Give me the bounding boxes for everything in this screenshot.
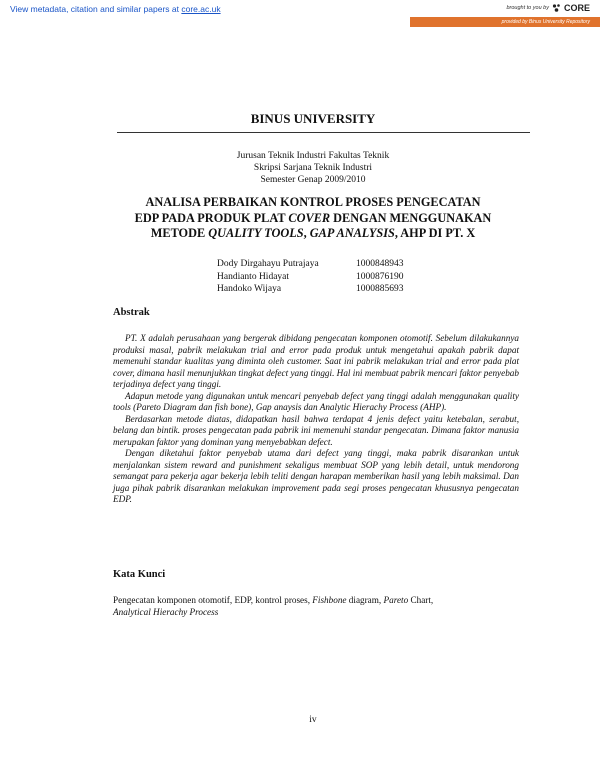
title-line-3: METODE QUALITY TOOLS, GAP ANALYSIS, AHP DI PT. X	[150, 226, 476, 240]
department-block	[0, 150, 600, 186]
core-name: CORE	[563, 3, 590, 13]
title-line-2: EDP PADA PRODUK PLAT COVER DENGAN MENGGUNAKAN	[134, 210, 492, 225]
author-name: Handianto Hidayat	[217, 271, 290, 282]
core-link[interactable]: core.ac.uk	[181, 4, 221, 14]
abstract-heading: Abstrak	[113, 307, 150, 318]
abstract-paragraph: Adapun metode yang digunakan untuk mencari penyebab defect yang tinggi adalah menggunakan quality tools (Pareto Diagram dan fish bone), Gap anaysis dan Analytic Hierachy Process (AHP).	[113, 390, 519, 412]
paper-title	[0, 195, 600, 242]
provided-by-bar	[410, 17, 600, 27]
abstract-paragraph: Berdasarkan metode diatas, didapatkan hasil bahwa terdapat 4 jenis defect yaitu ketebalan, serabut, belang dan bintik. proses pengecatan pada pabrik ini memenuhi standar pengecatan. Dimana faktor manusia merupakan faktor yang dominan yang menyebabkan defect.	[113, 413, 519, 447]
core-logo-icon	[552, 3, 562, 13]
author-nim: 1000885693	[356, 284, 404, 294]
keywords-body: Pengecatan komponen otomotif, EDP, kontrol proses, Fishbone diagram, Pareto Chart, Analytical Hierachy Process	[113, 595, 434, 617]
author-row	[217, 283, 404, 296]
university-heading: BINUS UNIVERSITY	[250, 111, 376, 126]
author-name: Dody Dirgahayu Putrajaya	[217, 259, 319, 269]
keywords-heading: Kata Kunci	[113, 569, 166, 580]
provided-by-text: provided by Binus University Repository	[501, 19, 590, 25]
abstract-paragraph: Dengan diketahui faktor penyebab utama dari defect yang tinggi, maka pabrik disarankan untuk menjalankan sistem reward and punishment sekaligus membuat SOP yang lebih detail, untuk mendorong semangat para pekerja agar bekerja lebih teliti dengan harapan memberikan hasil yang lebih maksimal. Dan juga pihak pabrik disarankan melakukan improvement pada segi proses pengecatan khususnya pengecatan EDP.	[113, 448, 519, 504]
keyword-ahp: Analytical Hierachy Process	[113, 606, 219, 617]
core-badge[interactable]	[506, 3, 590, 13]
program-line: Skripsi Sarjana Teknik Industri	[253, 163, 373, 173]
banner-prefix-text: View metadata, citation and similar papers at	[10, 4, 182, 14]
author-name: Handoko Wijaya	[217, 284, 282, 294]
abstract-paragraph: PT. X adalah perusahaan yang bergerak dibidang pengecatan komponen otomotif. Sebelum dilakukannya produksi masal, pabrik melakukan trial and error pada produk untuk mengetahui apakah pabrik dapat memenuhi standar kualitas yang diminta oleh customer. Saat ini pabrik melakukan trial and error pada plat cover, dimana hasil menunjukkan tingkat defect yang tinggi. Hal ini membuat pabrik mencari faktor penyebab terjadinya defect yang tinggi.	[113, 333, 519, 389]
title-line-1: ANALISA PERBAIKAN KONTROL PROSES PENGECATAN	[145, 195, 481, 209]
core-metadata-link[interactable]	[10, 4, 221, 14]
author-row	[217, 271, 404, 284]
author-nim: 1000848943	[356, 259, 404, 269]
brought-by-text: brought to you by	[506, 5, 549, 11]
semester-line: Semester Genap 2009/2010	[260, 175, 366, 185]
page-number: iv	[309, 715, 317, 725]
abstract-body	[113, 333, 519, 506]
core-banner	[0, 0, 600, 30]
department-line: Jurusan Teknik Industri Fakultas Teknik	[236, 151, 390, 161]
author-list	[217, 258, 404, 296]
author-nim: 1000876190	[356, 271, 404, 282]
header-divider	[117, 132, 530, 133]
author-row	[217, 258, 404, 271]
